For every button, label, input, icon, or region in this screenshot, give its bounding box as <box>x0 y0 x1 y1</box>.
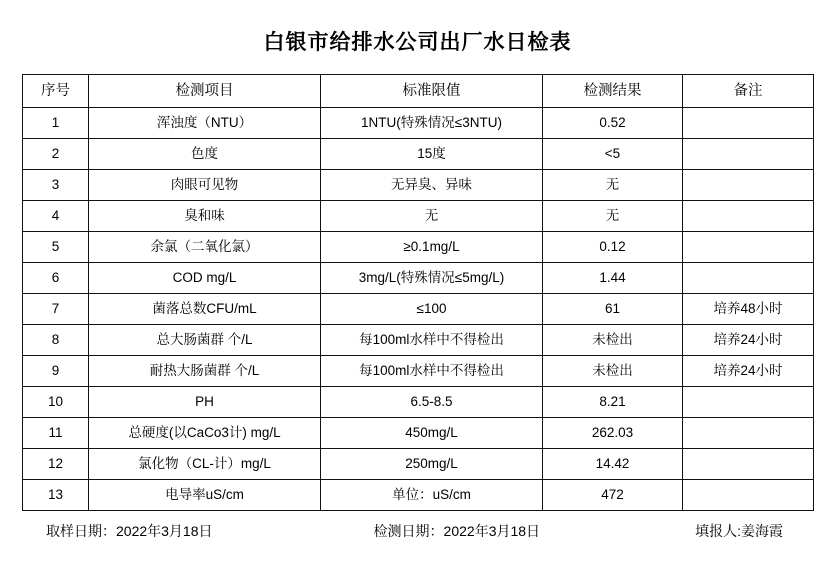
table-row <box>23 356 814 387</box>
cell-remark <box>683 418 814 449</box>
table-body <box>23 108 814 511</box>
cell-result: 未检出 <box>543 356 683 387</box>
cell-no: 9 <box>23 356 89 387</box>
cell-item: 臭和味 <box>89 201 321 232</box>
cell-no: 6 <box>23 263 89 294</box>
column-header-limit: 标准限值 <box>321 75 543 108</box>
cell-remark <box>683 201 814 232</box>
cell-item: 总硬度(以CaCo3计) mg/L <box>89 418 321 449</box>
cell-limit: 单位：uS/cm <box>321 480 543 511</box>
column-header-item: 检测项目 <box>89 75 321 108</box>
cell-limit: 无 <box>321 201 543 232</box>
cell-remark <box>683 480 814 511</box>
cell-item: 耐热大肠菌群 个/L <box>89 356 321 387</box>
cell-no: 11 <box>23 418 89 449</box>
cell-remark <box>683 108 814 139</box>
cell-limit: 每100ml水样中不得检出 <box>321 356 543 387</box>
table-header <box>23 75 814 108</box>
table-row <box>23 480 814 511</box>
cell-remark <box>683 232 814 263</box>
cell-limit: 每100ml水样中不得检出 <box>321 325 543 356</box>
table-row <box>23 325 814 356</box>
cell-no: 13 <box>23 480 89 511</box>
cell-remark: 培养48小时 <box>683 294 814 325</box>
cell-item: 浑浊度（NTU） <box>89 108 321 139</box>
cell-result: 472 <box>543 480 683 511</box>
table-row <box>23 263 814 294</box>
cell-result: 无 <box>543 170 683 201</box>
cell-limit: 6.5-8.5 <box>321 387 543 418</box>
table-row <box>23 201 814 232</box>
cell-no: 5 <box>23 232 89 263</box>
table-row <box>23 139 814 170</box>
cell-limit: 450mg/L <box>321 418 543 449</box>
cell-item: COD mg/L <box>89 263 321 294</box>
cell-remark <box>683 263 814 294</box>
cell-limit: 无异臭、异味 <box>321 170 543 201</box>
cell-result: 262.03 <box>543 418 683 449</box>
cell-item: 余氯（二氧化氯） <box>89 232 321 263</box>
water-quality-table <box>22 74 814 511</box>
reporter: 填报人:姜海霞 <box>695 523 783 539</box>
column-header-no: 序号 <box>23 75 89 108</box>
column-header-remark: 备注 <box>683 75 814 108</box>
cell-no: 3 <box>23 170 89 201</box>
cell-no: 10 <box>23 387 89 418</box>
table-row <box>23 108 814 139</box>
document-footer <box>0 521 835 541</box>
cell-result: 1.44 <box>543 263 683 294</box>
cell-result: 未检出 <box>543 325 683 356</box>
cell-remark <box>683 139 814 170</box>
cell-result: <5 <box>543 139 683 170</box>
cell-no: 2 <box>23 139 89 170</box>
cell-item: 色度 <box>89 139 321 170</box>
cell-item: PH <box>89 387 321 418</box>
cell-no: 1 <box>23 108 89 139</box>
cell-result: 0.52 <box>543 108 683 139</box>
cell-result: 8.21 <box>543 387 683 418</box>
cell-limit: ≥0.1mg/L <box>321 232 543 263</box>
table-row <box>23 232 814 263</box>
cell-no: 12 <box>23 449 89 480</box>
cell-item: 菌落总数CFU/mL <box>89 294 321 325</box>
cell-result: 无 <box>543 201 683 232</box>
cell-remark <box>683 387 814 418</box>
cell-remark <box>683 449 814 480</box>
cell-limit: 3mg/L(特殊情况≤5mg/L) <box>321 263 543 294</box>
test-date: 检测日期：2022年3月18日 <box>373 523 541 539</box>
table-row <box>23 449 814 480</box>
cell-limit: 1NTU(特殊情况≤3NTU) <box>321 108 543 139</box>
table-row <box>23 170 814 201</box>
table-header-row <box>23 75 814 108</box>
table-row <box>23 294 814 325</box>
sampling-date: 取样日期：2022年3月18日 <box>46 523 213 539</box>
column-header-result: 检测结果 <box>543 75 683 108</box>
cell-limit: ≤100 <box>321 294 543 325</box>
table-row <box>23 387 814 418</box>
cell-item: 总大肠菌群 个/L <box>89 325 321 356</box>
page-title: 白银市给排水公司出厂水日检表 <box>263 31 572 54</box>
cell-remark: 培养24小时 <box>683 325 814 356</box>
cell-item: 肉眼可见物 <box>89 170 321 201</box>
cell-limit: 250mg/L <box>321 449 543 480</box>
cell-item: 氯化物（CL-计）mg/L <box>89 449 321 480</box>
cell-no: 7 <box>23 294 89 325</box>
cell-result: 14.42 <box>543 449 683 480</box>
cell-limit: 15度 <box>321 139 543 170</box>
cell-item: 电导率uS/cm <box>89 480 321 511</box>
cell-remark <box>683 170 814 201</box>
cell-no: 4 <box>23 201 89 232</box>
cell-result: 0.12 <box>543 232 683 263</box>
cell-no: 8 <box>23 325 89 356</box>
cell-remark: 培养24小时 <box>683 356 814 387</box>
table-row <box>23 418 814 449</box>
report-table-container <box>0 74 835 511</box>
cell-result: 61 <box>543 294 683 325</box>
